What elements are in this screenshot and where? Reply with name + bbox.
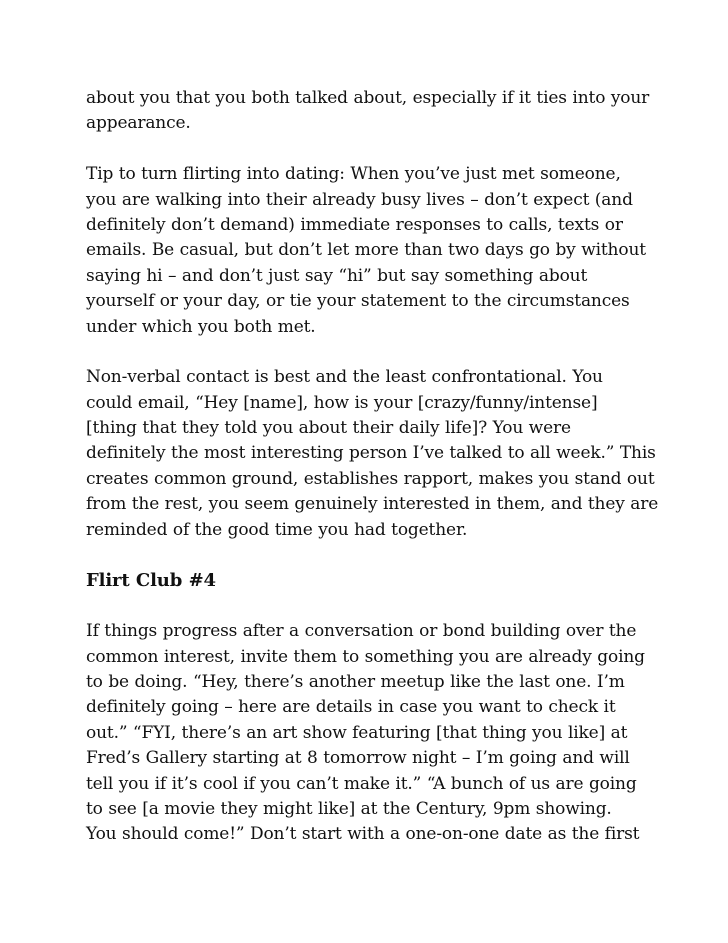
heading-flirt-club-4: Flirt Club #4 (86, 570, 216, 592)
paragraph-spacer (86, 340, 646, 365)
text-line: yourself or your day, or tie your statement to the circumstances (86, 291, 630, 312)
paragraph-2 (86, 162, 646, 340)
text-line: appearance. (86, 113, 191, 134)
text-line: [thing that they told you about their daily life]? You were (86, 418, 571, 439)
text-line: common interest, invite them to something you are already going (86, 646, 645, 667)
text-line: you are walking into their already busy lives – don’t expect (and (86, 189, 633, 210)
text-line: If things progress after a conversation or bond building over the (86, 621, 637, 642)
text-line: creates common ground, establishes rapport, makes you stand out (86, 468, 655, 489)
text-line: You should come!” Don’t start with a one-on-one date as the first (86, 824, 640, 845)
paragraph-spacer (86, 543, 646, 568)
text-line: saying hi – and don’t just say “hi” but say something about (86, 265, 588, 286)
text-line: about you that you both talked about, especially if it ties into your (86, 88, 650, 108)
text-line: definitely don’t demand) immediate responses to calls, texts or (86, 214, 623, 235)
text-line: Non-verbal contact is best and the least confrontational. You (86, 367, 603, 388)
text-line: out.” “FYI, there’s an art show featuring [that thing you like] at (86, 722, 628, 743)
text-line: reminded of the good time you had together. (86, 519, 468, 540)
text-line: could email, “Hey [name], how is your [crazy/funny/intense] (86, 392, 598, 413)
section-heading (86, 568, 646, 593)
text-line: under which you both met. (86, 316, 316, 337)
text-line: tell you if it’s cool if you can’t make it.” “A bunch of us are going (86, 773, 637, 794)
paragraph-4 (86, 619, 646, 848)
paragraph-spacer (86, 137, 646, 162)
text-line: Fred’s Gallery starting at 8 tomorrow night – I’m going and will (86, 748, 630, 769)
text-line: to see [a movie they might like] at the Century, 9pm showing. (86, 798, 612, 819)
paragraph-1 (86, 86, 650, 137)
document-page (86, 86, 659, 848)
text-line: to be doing. “Hey, there’s another meetup like the last one. I’m (86, 671, 625, 692)
text-line: emails. Be casual, but don’t let more than two days go by without (86, 240, 646, 261)
paragraph-spacer (86, 594, 646, 619)
text-line: from the rest, you seem genuinely interested in them, and they are (86, 494, 659, 515)
text-line: Tip to turn flirting into dating: When you’ve just met someone, (86, 164, 621, 185)
text-line: definitely the most interesting person I’ve talked to all week.” This (86, 443, 656, 464)
paragraph-3 (86, 365, 659, 543)
text-line: definitely going – here are details in case you want to check it (86, 697, 616, 718)
